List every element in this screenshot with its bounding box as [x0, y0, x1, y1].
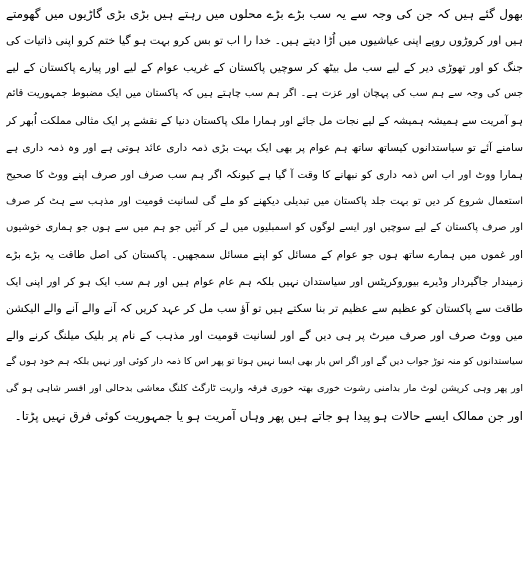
- text-line-6: سامنے آئے تو سیاستدانوں کیساتھ ساتھ ہم عوام پر بھی ایک بہت بڑی ذمہ داری عائد ہوتی ہے اور وہ ذمہ داری ہے: [6, 141, 523, 154]
- text-line-9: اور صرف پاکستان کے لیے سوچیں اور ایسے لوگوں کو اسمبلیوں میں لے کر آئیں جو ہم میں سے ہوں جو ہماری خوشیوں: [6, 222, 523, 234]
- text-line-4: جس کی وجہ سے ہم سب کی پہچان اور عزت ہے۔ اگر ہم سب چاہتے ہیں کہ پاکستان میں ایک مضبوط جمہوریت قائم: [6, 88, 523, 100]
- text-line-1: بھول گئے ہیں کہ جن کی وجہ سے یہ سب بڑے بڑے محلوں میں رہتے ہیں بڑی بڑی گاڑیوں میں گھومتے: [6, 7, 523, 21]
- text-line-12: طاقت سے پاکستان کو عظیم سے عظیم تر بنا سکتے ہیں تو آؤ سب مل کر عہد کریں کہ آنے والے آنے والے الیکشن: [6, 301, 523, 315]
- text-line-10: اور غموں میں ہمارے ساتھ ہوں جو عوام کے مسائل کو اپنے مسائل سمجھیں۔ پاکستان کی اصل طاقت یہ بڑے بڑے: [6, 249, 523, 262]
- text-line-16: اور جن ممالک ایسے حالات ہو پیدا ہو جاتے ہیں پھر وہاں آمریت ہو یا جمہوریت کوئی فرق نہیں پڑتا۔: [14, 408, 523, 423]
- text-line-11: زمیندار جاگیردار وڈیرے بیوروکریٹس اور سیاستدان نہیں بلکہ ہم عام عوام ہیں اور ہم سب ایک ہو کر اور اپنی ایک: [6, 275, 523, 288]
- text-line-13: میں ووٹ صرف اور صرف میرٹ پر ہی دیں گے اور لسانیت قومیت اور مذہب کے نام پر بلیک میلنگ کرنے والے: [6, 328, 523, 342]
- text-line-14: سیاستدانوں کو منہ توڑ جواب دیں گے اور اگر اس بار بھی ایسا نہیں ہوتا تو پھر اس کا ذمہ دار کوئی اور نہیں بلکہ ہم خود ہوں گے: [6, 356, 523, 368]
- text-line-5: ہو آمریت سے ہمیشہ ہمیشہ کے لیے نجات مل جائے اور ہمارا ملک پاکستان دنیا کے نقشے پر ایک مثالی مملکت اُبھر کر: [6, 115, 523, 128]
- text-line-2: ہیں اور کروڑوں روپے اپنی عیاشیوں میں اُڑا دیتے ہیں۔ خدا را اب تو بس کرو بہت ہو گیا ختم کرو اپنی ذاتیات کی: [6, 33, 523, 47]
- text-line-8: استعمال شروع کر دیں تو بہت جلد پاکستان میں تبدیلی دیکھنے کو ملے گی لسانیت قومیت اور مذہب سے ہٹ کر صرف: [6, 195, 523, 207]
- text-line-7: ہمارا ووٹ اور اب اس ذمہ داری کو نبھانے کا وقت آ گیا ہے کیونکہ اگر ہم سب صرف اور صرف اپنے ووٹ کا صحیح: [6, 168, 523, 181]
- text-line-15: اور پھر وہی کرپشن لوٹ مار بدامنی رشوت خوری بھتہ خوری فرقہ واریت ٹارگٹ کلنگ معاشی بدحالی اور افسر شاہی ہو گی: [6, 383, 523, 395]
- text-line-3: جنگ کو اور تھوڑی دیر کے لیے سب مل بیٹھ کر سوچیں پاکستان کے غریب عوام کے لیے اور پیارے پاکستان کے لیے: [6, 60, 523, 74]
